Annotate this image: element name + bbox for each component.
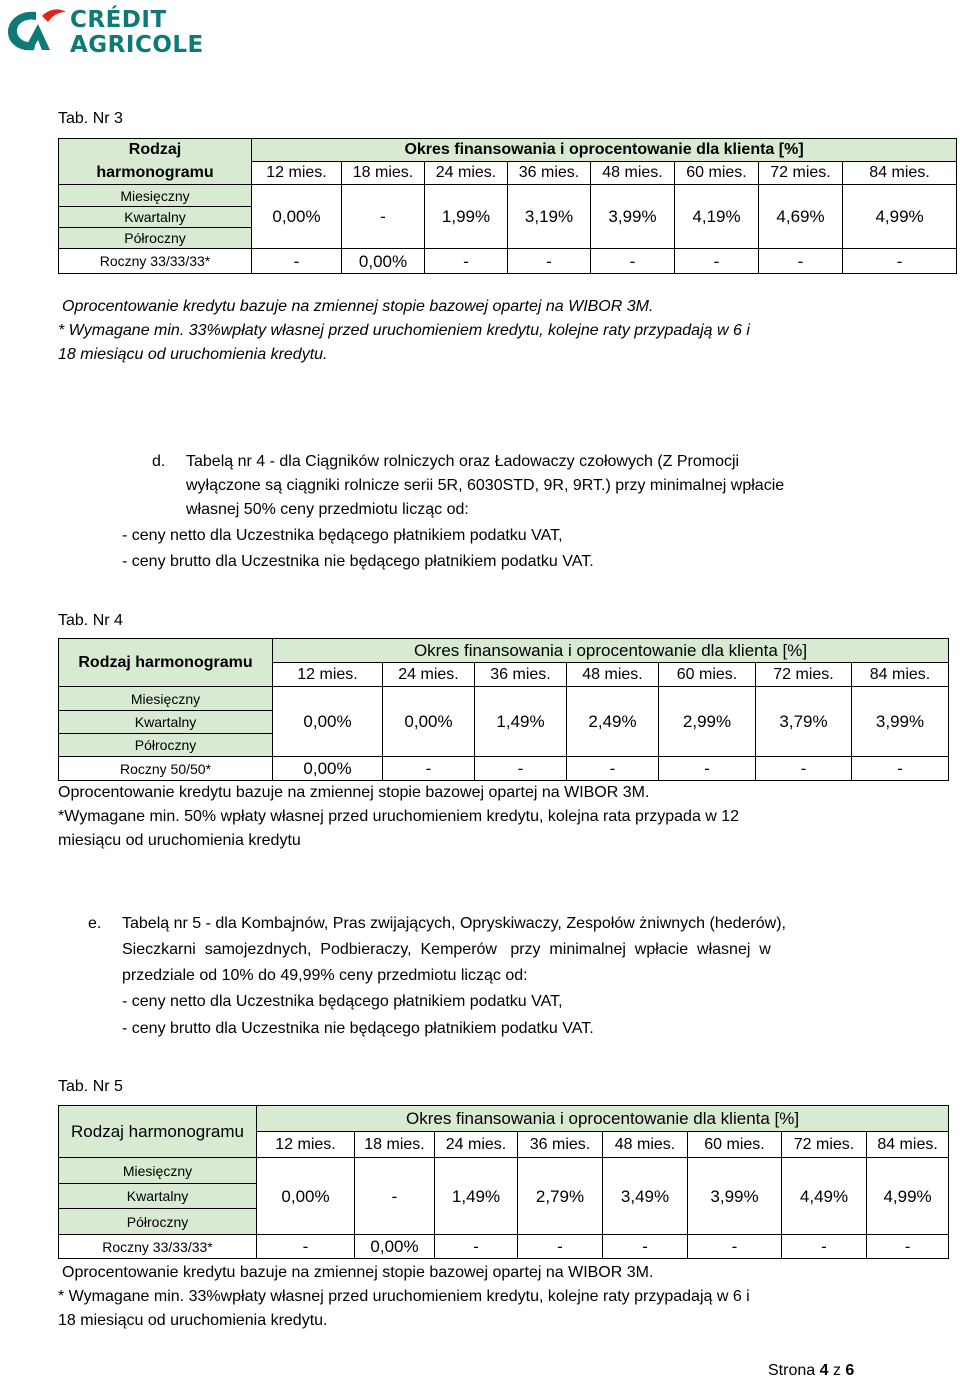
tab4-roczny-value: - [756, 757, 852, 781]
tab4-value: 0,00% [383, 687, 475, 757]
tab4-okres-header: Okres finansowania i oprocentowanie dla klienta [%] [273, 639, 949, 663]
tab4-period: 12 mies. [273, 663, 383, 687]
page-number [768, 1362, 854, 1380]
tab3-value: 4,99% [843, 185, 957, 249]
tab3-rodzaj-header-line2: harmonogramu [59, 162, 252, 185]
tab5-period: 48 mies. [603, 1132, 688, 1158]
tab3-value: 0,00% [252, 185, 342, 249]
tab3-roczny-value: - [591, 249, 675, 274]
logo-line-agricole: AGRICOLE [70, 32, 204, 58]
tab5-period: 24 mies. [435, 1132, 518, 1158]
tab5-period: 72 mies. [782, 1132, 867, 1158]
total-pages: 6 [845, 1362, 855, 1379]
section-e-line: - ceny netto dla Uczestnika będącego płatnikiem podatku VAT, [122, 993, 563, 1010]
tab4-note-wibor: Oprocentowanie kredytu bazuje na zmiennej stopie bazowej opartej na WIBOR 3M. [58, 784, 650, 801]
tab5-note-wibor: Oprocentowanie kredytu bazuje na zmiennej stopie bazowej opartej na WIBOR 3M. [62, 1264, 654, 1281]
tab3-period: 72 mies. [759, 162, 843, 185]
tab3-period: 18 mies. [342, 162, 425, 185]
section-d-line: - ceny netto dla Uczestnika będącego płatnikiem podatku VAT, [122, 527, 563, 544]
tab4-period: 24 mies. [383, 663, 475, 687]
tab4-value: 2,99% [659, 687, 756, 757]
tab4-rodzaj-header: Rodzaj harmonogramu [59, 639, 273, 687]
tab4-period: 60 mies. [659, 663, 756, 687]
tab4-roczny-value: 0,00% [273, 757, 383, 781]
tab4-row-label: Kwartalny [59, 711, 273, 734]
tab4-table [58, 638, 949, 781]
tab5-note-required-cont: 18 miesiącu od uruchomienia kredytu. [58, 1312, 328, 1329]
tab5-value: 1,49% [435, 1158, 518, 1235]
section-e-line: przedziale od 10% do 49,99% ceny przedmiotu licząc od: [122, 967, 528, 984]
tab3-value: - [342, 185, 425, 249]
tab3-table [58, 138, 957, 274]
page-of: z [832, 1362, 841, 1379]
tab5-roczny-value: - [603, 1235, 688, 1259]
logo-emblem-icon [2, 4, 68, 56]
tab3-value: 3,99% [591, 185, 675, 249]
tab3-row-label: Kwartalny [59, 207, 252, 228]
tab5-roczny-value: - [867, 1235, 949, 1259]
tab5-roczny-value: - [435, 1235, 518, 1259]
tab4-value: 3,79% [756, 687, 852, 757]
tab3-value: 1,99% [425, 185, 508, 249]
section-d-line: Tabelą nr 4 - dla Ciągników rolniczych oraz Ładowaczy czołowych (Z Promocji [186, 453, 740, 470]
tab3-period: 84 mies. [843, 162, 957, 185]
tab3-okres-header: Okres finansowania i oprocentowanie dla klienta [%] [252, 139, 957, 162]
section-e-line: Sieczkarni samojezdnych, Podbieraczy, Kemperów przy minimalnej wpłacie własnej w [122, 941, 771, 958]
tab5-period: 60 mies. [688, 1132, 782, 1158]
tab4-period: 84 mies. [852, 663, 949, 687]
tab4-row-label: Półroczny [59, 734, 273, 757]
tab4-roczny-value: - [659, 757, 756, 781]
tab4-value: 3,99% [852, 687, 949, 757]
tab5-roczny-value: 0,00% [355, 1235, 435, 1259]
tab3-roczny-value: - [675, 249, 759, 274]
tab5-period: 18 mies. [355, 1132, 435, 1158]
tab4-value: 2,49% [567, 687, 659, 757]
section-e-line: Tabelą nr 5 - dla Kombajnów, Pras zwijających, Opryskiwaczy, Zespołów żniwnych (hederów), [122, 915, 786, 932]
tab4-value: 1,49% [475, 687, 567, 757]
tab5-row-label: Półroczny [59, 1209, 257, 1235]
tab4-caption: Tab. Nr 4 [58, 612, 123, 629]
tab3-caption: Tab. Nr 3 [58, 110, 123, 127]
tab3-period: 12 mies. [252, 162, 342, 185]
tab5-period: 84 mies. [867, 1132, 949, 1158]
tab5-row-label: Kwartalny [59, 1184, 257, 1209]
tab5-roczny-value: - [518, 1235, 603, 1259]
tab3-note-required: * Wymagane min. 33%wpłaty własnej przed uruchomieniem kredytu, kolejne raty przypadają w 6 i [58, 322, 750, 339]
tab3-row-label: Miesięczny [59, 185, 252, 207]
tab3-roczny-value: 0,00% [342, 249, 425, 274]
tab5-table [58, 1105, 949, 1259]
tab4-value: 0,00% [273, 687, 383, 757]
section-d-line: - ceny brutto dla Uczestnika nie będącego płatnikiem podatku VAT. [122, 553, 594, 570]
tab3-value: 4,69% [759, 185, 843, 249]
tab5-value: 4,99% [867, 1158, 949, 1235]
section-e-line: - ceny brutto dla Uczestnika nie będącego płatnikiem podatku VAT. [122, 1020, 594, 1037]
tab5-value: 2,79% [518, 1158, 603, 1235]
tab3-period: 24 mies. [425, 162, 508, 185]
tab4-roczny-value: - [567, 757, 659, 781]
tab5-roczny-value: - [782, 1235, 867, 1259]
tab3-rodzaj-header: Rodzaj [59, 139, 252, 162]
tab3-value: 4,19% [675, 185, 759, 249]
tab3-period: 36 mies. [508, 162, 591, 185]
tab3-period: 60 mies. [675, 162, 759, 185]
tab3-roczny-value: - [425, 249, 508, 274]
tab5-okres-header: Okres finansowania i oprocentowanie dla klienta [%] [257, 1106, 949, 1132]
tab5-rodzaj-header: Rodzaj harmonogramu [59, 1106, 257, 1158]
tab3-roczny-value: - [252, 249, 342, 274]
section-e-marker: e. [88, 915, 102, 932]
tab5-period: 12 mies. [257, 1132, 355, 1158]
tab3-roczny-value: - [843, 249, 957, 274]
tab5-period: 36 mies. [518, 1132, 603, 1158]
tab3-note-required-cont: 18 miesiącu od uruchomienia kredytu. [58, 346, 328, 363]
tab3-note-wibor: Oprocentowanie kredytu bazuje na zmiennej stopie bazowej opartej na WIBOR 3M. [62, 298, 654, 315]
tab3-value: 3,19% [508, 185, 591, 249]
section-d-marker: d. [152, 453, 166, 470]
tab5-value: 0,00% [257, 1158, 355, 1235]
tab5-roczny-label: Roczny 33/33/33* [59, 1235, 257, 1259]
page-label: Strona [768, 1362, 816, 1379]
tab5-value: 4,49% [782, 1158, 867, 1235]
tab4-period: 48 mies. [567, 663, 659, 687]
tab4-period: 36 mies. [475, 663, 567, 687]
section-d-line: wyłączone są ciągniki rolnicze serii 5R, 6030STD, 9R, 9RT.) przy minimalnej wpłacie [186, 477, 785, 494]
tab3-roczny-value: - [508, 249, 591, 274]
tab4-note-required-cont: miesiącu od uruchomienia kredytu [58, 832, 301, 849]
logo-line-credit: CRÉDIT [70, 7, 167, 33]
tab5-value: 3,99% [688, 1158, 782, 1235]
tab4-roczny-label: Roczny 50/50* [59, 757, 273, 781]
section-d-line: własnej 50% ceny przedmiotu licząc od: [186, 501, 469, 518]
tab4-period: 72 mies. [756, 663, 852, 687]
tab5-row-label: Miesięczny [59, 1158, 257, 1184]
tab3-row-label: Półroczny [59, 228, 252, 249]
tab4-roczny-value: - [852, 757, 949, 781]
tab3-roczny-value: - [759, 249, 843, 274]
tab5-roczny-value: - [257, 1235, 355, 1259]
tab4-row-label: Miesięczny [59, 687, 273, 711]
tab5-roczny-value: - [688, 1235, 782, 1259]
current-page: 4 [819, 1362, 829, 1379]
tab5-caption: Tab. Nr 5 [58, 1078, 123, 1095]
tab4-note-required: *Wymagane min. 50% wpłaty własnej przed uruchomieniem kredytu, kolejna rata przypada w 12 [58, 808, 740, 825]
tab3-period: 48 mies. [591, 162, 675, 185]
tab3-roczny-label: Roczny 33/33/33* [59, 249, 252, 274]
credit-agricole-logo [2, 4, 232, 56]
tab4-roczny-value: - [475, 757, 567, 781]
tab5-note-required: * Wymagane min. 33%wpłaty własnej przed uruchomieniem kredytu, kolejne raty przypadają w 6 i [58, 1288, 750, 1305]
tab5-value: 3,49% [603, 1158, 688, 1235]
tab5-value: - [355, 1158, 435, 1235]
tab4-roczny-value: - [383, 757, 475, 781]
